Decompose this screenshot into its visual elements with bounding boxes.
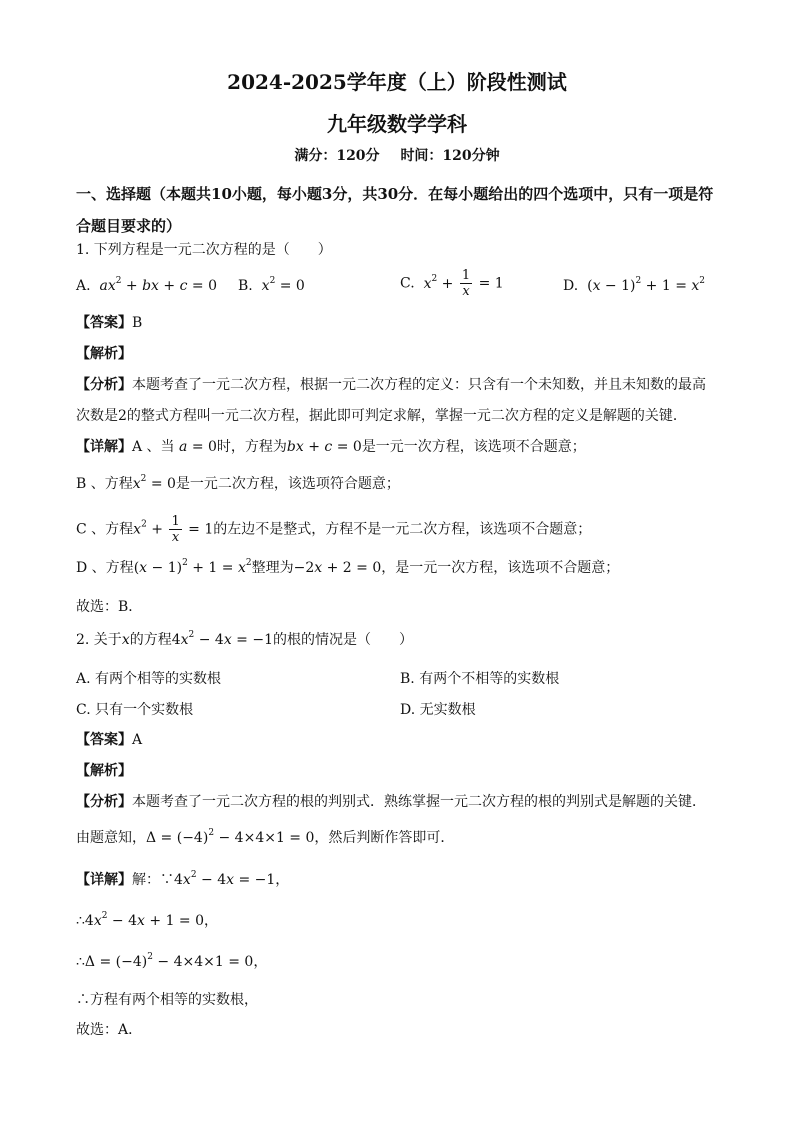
q1-detail-a: 【详解】A 、当 a = 0时，方程为bx + c = 0是一元一次方程，该选项不合题意； xyxy=(76,439,586,455)
q1-option-c: C. $x^2$ + $\frac{1}{x}$ = 1 xyxy=(400,268,504,299)
q2-step-4: ∴方程有两个相等的实数根， xyxy=(76,992,258,1008)
section-heading: 一、选择题（本题共10小题，每小题3分，共30分．在每小题给出的四个选项中，只有一项是符合题目要求的） xyxy=(76,185,714,235)
q2-analysis-tag: 【解析】 xyxy=(76,763,132,779)
q2-answer: 【答案】A xyxy=(76,732,143,748)
q1-analysis-tag: 【解析】 xyxy=(76,346,132,362)
q1-option-b: B. $x^2 = 0$ xyxy=(238,276,305,294)
q1-answer: 【答案】B xyxy=(76,315,143,331)
q2-detail-1: 【详解】解：$\because 4x^2 - 4x = -1$， xyxy=(76,870,290,888)
q2-step-3: ∴Δ = $(-4)^2 - 4\times 4\times 1 = 0$， xyxy=(76,952,268,970)
q1-option-d: D. $(x - 1)^2 + 1 = x^2$ xyxy=(563,276,706,294)
q1-detail-c: C 、方程$x^2$ + $\frac{1}{x}$ = 1的左边不是整式，方程不是一元二次方程，该选项不合题意； xyxy=(76,514,592,545)
q2-conclusion: 故选：A． xyxy=(76,1022,143,1038)
q1-fenxi-line1: 【分析】本题考查了一元二次方程，根据一元二次方程的定义：只含有一个未知数，并且未知数的最高 xyxy=(76,377,706,393)
q2-step-2: $\therefore 4x^2 - 4x + 1 = 0$， xyxy=(76,911,219,929)
q2-fenxi-line1: 【分析】本题考查了一元二次方程的根的判别式．熟练掌握一元二次方程的根的判别式是解题的关键． xyxy=(76,794,706,810)
q2-option-a: A. 有两个相等的实数根 xyxy=(76,671,222,687)
q1-option-a: A. $ax^2$ + bx + c = 0 xyxy=(76,276,217,294)
score-info: 满分：120分 xyxy=(294,148,380,164)
q2-option-c: C. 只有一个实数根 xyxy=(76,702,194,718)
q1-conclusion: 故选：B． xyxy=(76,599,143,615)
q1-fenxi-line2: 次数是2的整式方程叫一元二次方程，据此即可判定求解，掌握一元二次方程的定义是解题的关键． xyxy=(76,408,687,424)
q2-option-b: B. 有两个不相等的实数根 xyxy=(400,671,560,687)
exam-meta xyxy=(0,145,794,165)
q1-detail-d: D 、方程$(x - 1)^2 + 1 = x^2$整理为−2x + 2 = 0，是一元一次方程，该选项不合题意； xyxy=(76,558,620,576)
q2-option-d: D. 无实数根 xyxy=(400,702,476,718)
q2-stem: 2. 关于x的方程$4x^2 - 4x = -1$的根的情况是（ ） xyxy=(76,630,414,648)
time-info: 时间：120分钟 xyxy=(400,148,500,164)
exam-title: 2024-2025学年度（上）阶段性测试 xyxy=(227,70,567,94)
exam-subject: 九年级数学学科 xyxy=(327,112,467,136)
q1-stem: 1. 下列方程是一元二次方程的是（ ） xyxy=(76,242,332,258)
q2-fenxi-line2: 由题意知，$\Delta = (-4)^2 - 4\times 4\times 1 = 0$，然后判断作答即可． xyxy=(76,828,455,846)
q1-detail-b: B 、方程$x^2 = 0$是一元二次方程，该选项符合题意； xyxy=(76,474,400,492)
